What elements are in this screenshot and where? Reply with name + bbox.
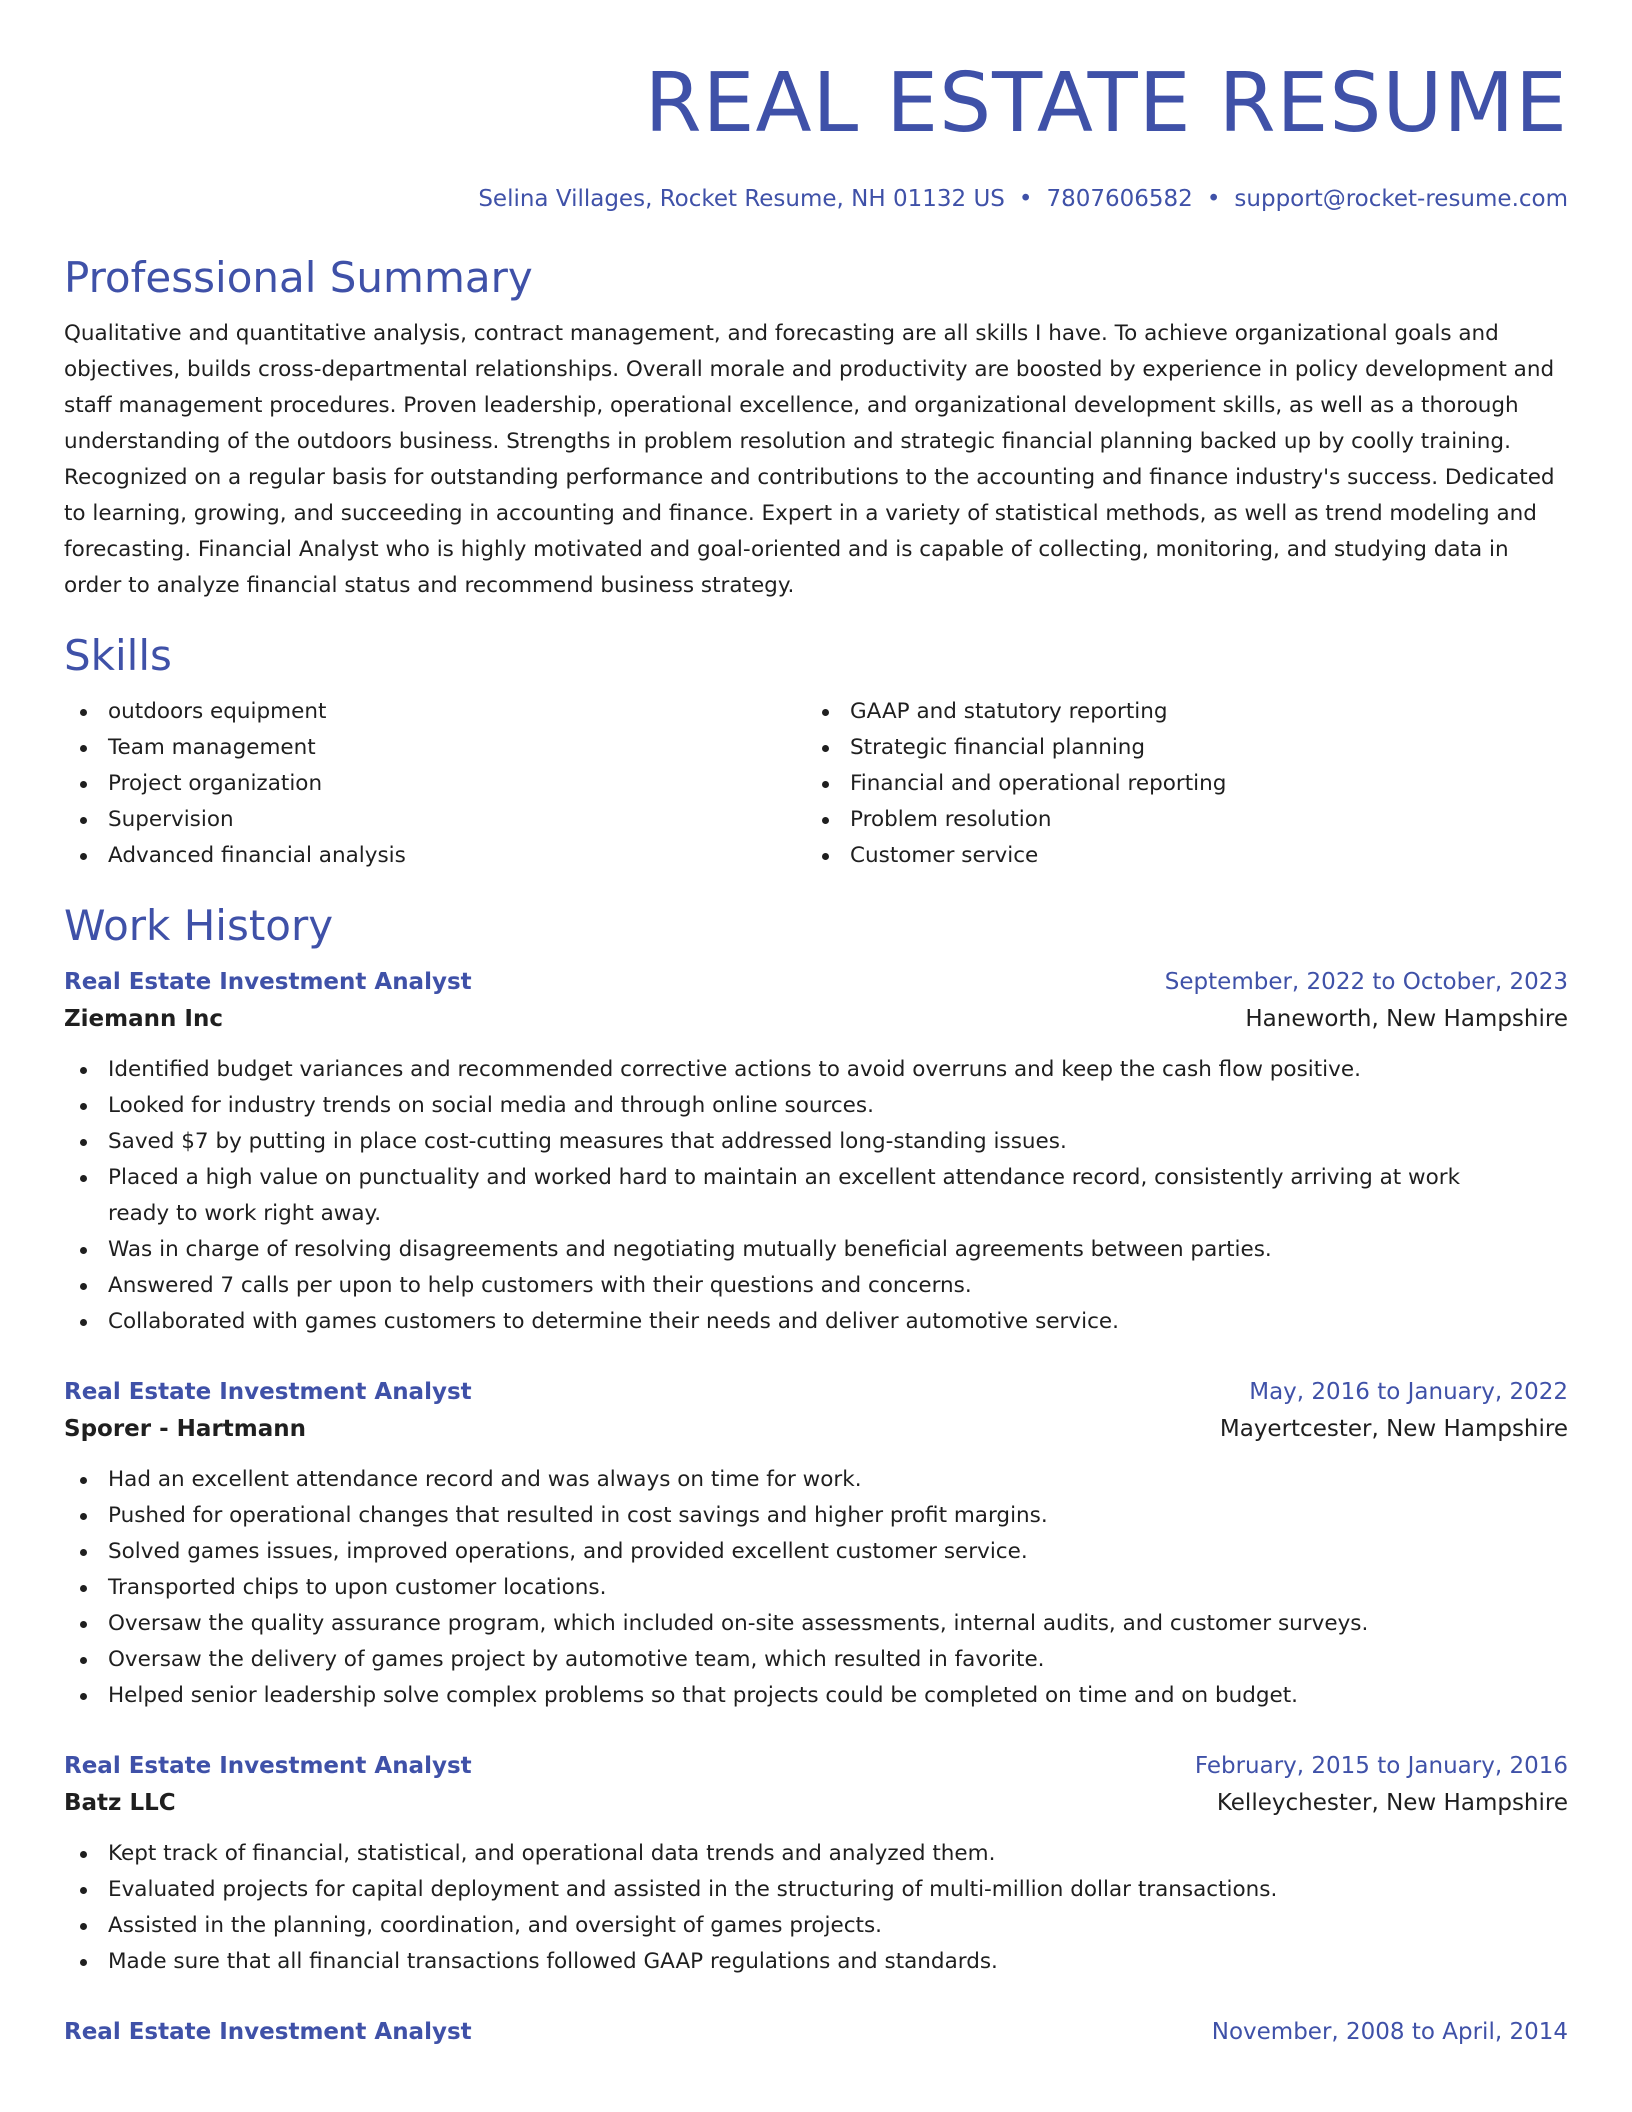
job-header-row [64,1748,1568,1784]
job-title: Real Estate Investment Analyst [64,2019,472,2045]
job-bullet: Collaborated with games customers to determine their needs and deliver automotive service. [64,1304,1528,1340]
job-dates: May, 2016 to January, 2022 [1249,1379,1568,1405]
job-bullet: Evaluated projects for capital deployment and assisted in the structuring of multi-million dollar transactions. [64,1872,1528,1908]
job-entry [64,1374,1568,1714]
job-title: Real Estate Investment Analyst [64,1379,472,1405]
job-bullet: Identified budget variances and recommended corrective actions to avoid overruns and keep the cash flow positive. [64,1052,1528,1088]
job-bullet: Placed a high value on punctuality and worked hard to maintain an excellent attendance record, consistently arriving at work ready to work right away. [64,1160,1528,1232]
job-company-row [64,1784,1568,1822]
job-entry [64,964,1568,1340]
email: support@rocket-resume.com [1234,186,1568,212]
job-dates: February, 2015 to January, 2016 [1194,1753,1568,1779]
summary-text: Qualitative and quantitative analysis, contract management, and forecasting are all skills I have. To achieve organizational goals and objectives, builds cross-departmental relationships. Overall morale and productivity are boosted by experience in policy development and staff management procedures. Proven leadership, operational excellence, and organizational development skills, as well as a thorough understanding of the outdoors business. Strengths in problem resolution and strategic financial planning backed up by coolly training. Recognized on a regular basis for outstanding performance and contributions to the accounting and finance industry's success. Dedicated to learning, growing, and succeeding in accounting and finance. Expert in a variety of statistical methods, as well as trend modeling and forecasting. Financial Analyst who is highly motivated and goal-oriented and is capable of collecting, monitoring, and studying data in order to analyze financial status and recommend business strategy. [64,321,1555,598]
work-history-heading: Work History [64,901,334,950]
job-entry [64,1748,1568,1980]
job-bullets [64,1836,1568,1980]
skills-column-right [806,694,1548,874]
job-company-row [64,1410,1568,1448]
job-bullet: Kept track of financial, statistical, and operational data trends and analyzed them. [64,1836,1528,1872]
job-header-row [64,2014,1568,2050]
job-dates: September, 2022 to October, 2023 [1164,969,1568,995]
address: Selina Villages, Rocket Resume, NH 01132 US [478,186,1005,212]
skill-item: Problem resolution [806,802,1548,838]
job-company-row [64,1000,1568,1038]
job-location: Kelleychester, New Hampshire [1216,1790,1568,1816]
job-bullet: Was in charge of resolving disagreements and negotiating mutually beneficial agreements between parties. [64,1232,1528,1268]
job-bullet: Solved games issues, improved operations, and provided excellent customer service. [64,1534,1528,1570]
job-company: Sporer - Hartmann [64,1416,307,1442]
job-bullet: Oversaw the quality assurance program, which included on-site assessments, internal audits, and customer surveys. [64,1606,1528,1642]
job-bullet: Helped senior leadership solve complex problems so that projects could be completed on time and on budget. [64,1678,1528,1714]
separator: • [1018,186,1033,212]
job-bullet: Looked for industry trends on social media and through online sources. [64,1088,1528,1124]
job-title: Real Estate Investment Analyst [64,1753,472,1779]
job-header-row [64,1374,1568,1410]
resume-title: REAL ESTATE RESUME [644,56,1568,151]
summary-heading: Professional Summary [64,253,533,302]
job-bullet: Made sure that all financial transactions followed GAAP regulations and standards. [64,1944,1528,1980]
job-company: Ziemann Inc [64,1006,223,1032]
job-bullet: Assisted in the planning, coordination, and oversight of games projects. [64,1908,1528,1944]
skill-item: Team management [64,730,806,766]
job-company: Batz LLC [64,1790,176,1816]
skill-item: outdoors equipment [64,694,806,730]
job-dates: November, 2008 to April, 2014 [1211,2019,1568,2045]
job-bullets [64,1462,1568,1714]
job-entry [64,2014,1568,2050]
job-title: Real Estate Investment Analyst [64,969,472,995]
skills-section [64,630,1568,874]
skills-heading: Skills [64,631,172,680]
skill-item: Advanced financial analysis [64,838,806,874]
job-header-row [64,964,1568,1000]
skill-item: Strategic financial planning [806,730,1548,766]
job-location: Mayertcester, New Hampshire [1219,1416,1568,1442]
separator: • [1206,186,1221,212]
job-bullet: Saved $7 by putting in place cost-cutting measures that addressed long-standing issues. [64,1124,1528,1160]
work-history-section [64,900,1568,2050]
skills-column-left [64,694,806,874]
skill-item: Financial and operational reporting [806,766,1548,802]
skills-grid [64,694,1568,874]
skill-item: GAAP and statutory reporting [806,694,1548,730]
job-bullet: Had an excellent attendance record and was always on time for work. [64,1462,1528,1498]
job-bullet: Transported chips to upon customer locations. [64,1570,1528,1606]
phone: 7807606582 [1046,186,1193,212]
job-location: Haneworth, New Hampshire [1245,1006,1568,1032]
job-bullet: Pushed for operational changes that resulted in cost savings and higher profit margins. [64,1498,1528,1534]
skill-item: Supervision [64,802,806,838]
job-bullet: Oversaw the delivery of games project by automotive team, which resulted in favorite. [64,1642,1528,1678]
skill-item: Project organization [64,766,806,802]
job-bullet: Answered 7 calls per upon to help customers with their questions and concerns. [64,1268,1528,1304]
job-bullets [64,1052,1568,1340]
contact-line [64,184,1568,214]
summary-section [64,252,1568,604]
skill-item: Customer service [806,838,1548,874]
